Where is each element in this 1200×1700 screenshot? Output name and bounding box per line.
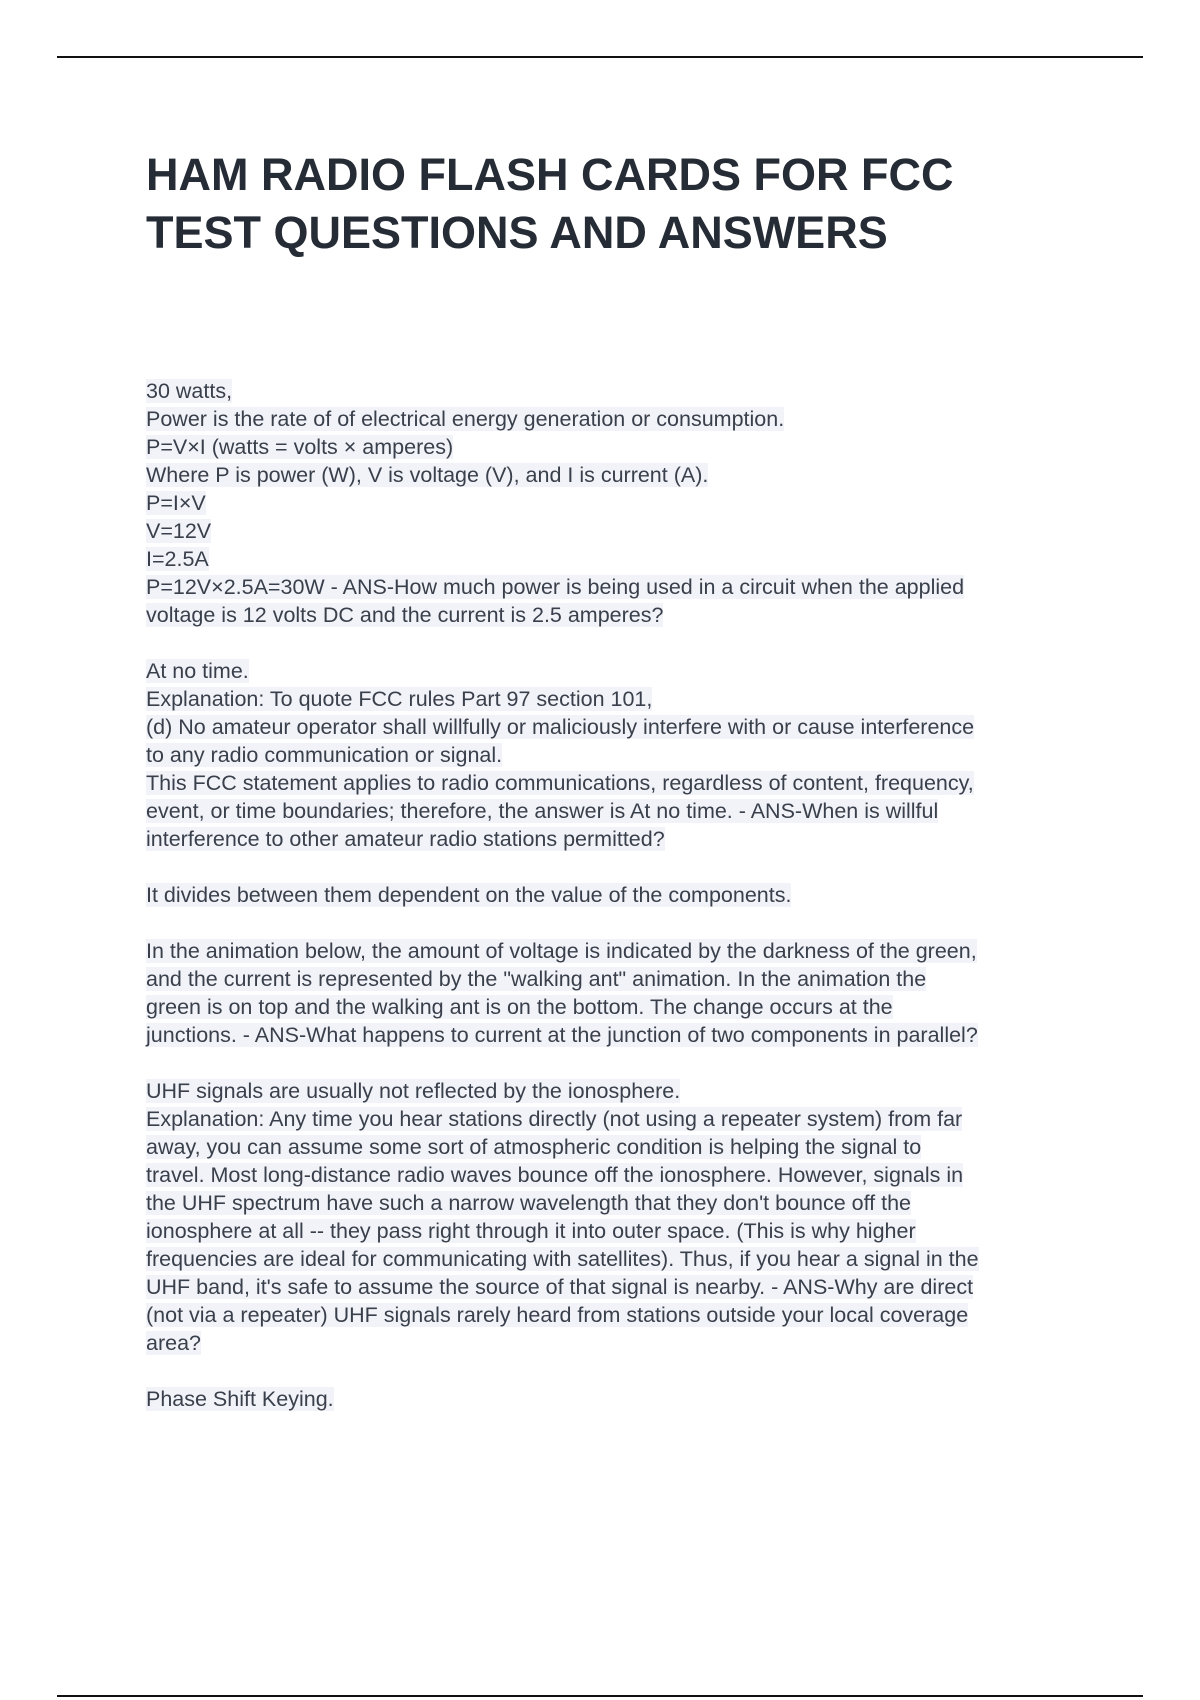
text-line: P=I×V	[146, 491, 206, 515]
text-line: P=V×I (watts = volts × amperes)	[146, 435, 454, 459]
paragraph-gap	[146, 909, 1086, 937]
flashcard-interference	[146, 657, 1086, 853]
text-line: voltage is 12 volts DC and the current is 2.5 amperes?	[146, 603, 664, 627]
flashcard-parallel-explanation	[146, 937, 1086, 1049]
paragraph-gap	[146, 629, 1086, 657]
text-line: (d) No amateur operator shall willfully or maliciously interfere with or cause interference	[146, 715, 975, 739]
paragraph-gap	[146, 1357, 1086, 1385]
title-line: HAM RADIO FLASH CARDS FOR FCC	[146, 149, 954, 200]
paragraph-gap	[146, 1049, 1086, 1077]
text-line: frequencies are ideal for communicating with satellites). Thus, if you hear a signal in the	[146, 1247, 979, 1271]
flashcard-parallel-answer	[146, 881, 1086, 909]
document-title	[146, 146, 1086, 262]
flashcards-body	[146, 377, 1086, 1413]
flashcard-psk	[146, 1385, 1086, 1413]
header-rule	[57, 56, 1143, 58]
text-line: event, or time boundaries; therefore, the answer is At no time. - ANS-When is willful	[146, 799, 939, 823]
text-line: I=2.5A	[146, 547, 209, 571]
text-line: Explanation: To quote FCC rules Part 97 section 101,	[146, 687, 653, 711]
text-line: At no time.	[146, 659, 249, 683]
text-line: (not via a repeater) UHF signals rarely heard from stations outside your local coverage	[146, 1303, 969, 1327]
text-line: travel. Most long-distance radio waves bounce off the ionosphere. However, signals in	[146, 1163, 964, 1187]
text-line: Where P is power (W), V is voltage (V), and I is current (A).	[146, 463, 709, 487]
paragraph-gap	[146, 853, 1086, 881]
page-content	[146, 146, 1086, 1413]
text-line: This FCC statement applies to radio communications, regardless of content, frequency,	[146, 771, 974, 795]
text-line: and the current is represented by the "walking ant" animation. In the animation the	[146, 967, 927, 991]
text-line: junctions. - ANS-What happens to current at the junction of two components in parallel?	[146, 1023, 978, 1047]
text-line: It divides between them dependent on the value of the components.	[146, 883, 792, 907]
text-line: to any radio communication or signal.	[146, 743, 503, 767]
text-line: area?	[146, 1331, 201, 1355]
text-line: interference to other amateur radio stations permitted?	[146, 827, 665, 851]
text-line: the UHF spectrum have such a narrow wavelength that they don't bounce off the	[146, 1191, 912, 1215]
text-line: Power is the rate of of electrical energy generation or consumption.	[146, 407, 785, 431]
footer-rule	[57, 1695, 1143, 1697]
text-line: In the animation below, the amount of voltage is indicated by the darkness of the green,	[146, 939, 977, 963]
flashcard-power	[146, 377, 1086, 629]
text-line: UHF band, it's safe to assume the source of that signal is nearby. - ANS-Why are direct	[146, 1275, 974, 1299]
text-line: away, you can assume some sort of atmospheric condition is helping the signal to	[146, 1135, 922, 1159]
text-line: 30 watts,	[146, 379, 233, 403]
text-line: V=12V	[146, 519, 212, 543]
text-line: UHF signals are usually not reflected by the ionosphere.	[146, 1079, 681, 1103]
text-line: Explanation: Any time you hear stations directly (not using a repeater system) from far	[146, 1107, 963, 1131]
text-line: Phase Shift Keying.	[146, 1387, 334, 1411]
text-line: green is on top and the walking ant is on the bottom. The change occurs at the	[146, 995, 893, 1019]
flashcard-uhf	[146, 1077, 1086, 1357]
text-line: P=12V×2.5A=30W - ANS-How much power is being used in a circuit when the applied	[146, 575, 965, 599]
title-line: TEST QUESTIONS AND ANSWERS	[146, 207, 888, 258]
text-line: ionosphere at all -- they pass right through it into outer space. (This is why higher	[146, 1219, 916, 1243]
